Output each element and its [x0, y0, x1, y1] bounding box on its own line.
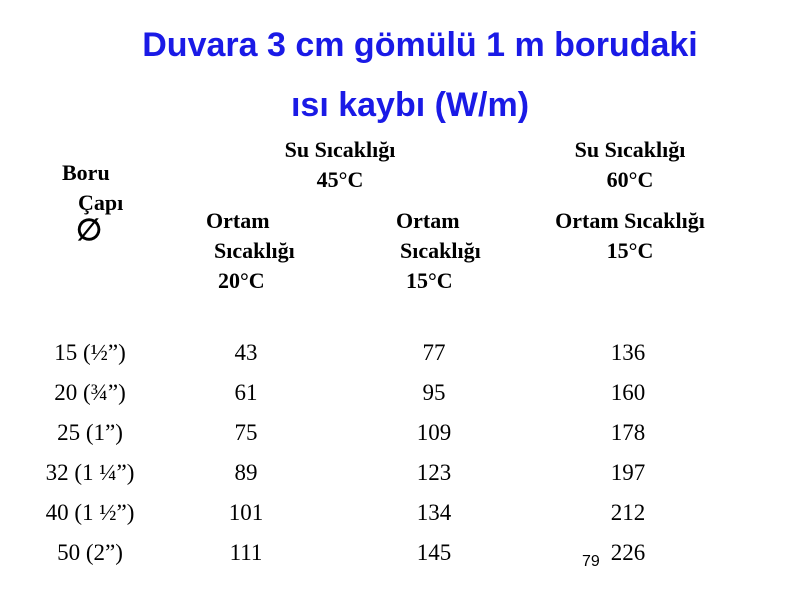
heat-loss-60-15-cell: 226	[610, 540, 646, 565]
heat-loss-45-15-cell: 95	[422, 380, 446, 405]
heat-loss-45-20-cell: 61	[234, 380, 258, 405]
water-temp-45-label: Su Sıcaklığı	[284, 137, 396, 162]
ambient-20-line-3: 20°C	[218, 268, 265, 293]
heat-loss-45-15-cell: 77	[422, 340, 446, 365]
pipe-size-cell: 40 (1 ½”)	[45, 500, 135, 525]
pipe-size-cell: 50 (2”)	[57, 540, 123, 565]
ambient-15b-line-2: 15°C	[606, 238, 654, 263]
heat-loss-45-20-cell: 111	[229, 540, 263, 565]
heat-loss-45-15-cell: 134	[416, 500, 452, 525]
pipe-size-cell: 15 (½”)	[54, 340, 126, 365]
pipe-header-line-1: Boru	[62, 160, 110, 185]
heat-loss-45-20-cell: 75	[234, 420, 258, 445]
heat-loss-45-15-cell: 109	[416, 420, 452, 445]
title-line-1: Duvara 3 cm gömülü 1 m borudaki	[142, 26, 698, 64]
heat-loss-45-15-cell: 123	[416, 460, 452, 485]
ambient-15a-line-2: Sıcaklığı	[400, 238, 481, 263]
water-temp-60-label: Su Sıcaklığı	[574, 137, 686, 162]
water-temp-60-value: 60°C	[606, 167, 654, 192]
heat-loss-45-20-cell: 89	[234, 460, 258, 485]
ambient-15b-line-1: Ortam Sıcaklığı	[555, 208, 705, 233]
slide-number: 79	[582, 553, 600, 570]
heat-loss-60-15-cell: 160	[610, 380, 646, 405]
pipe-header-line-2: Çapı	[78, 190, 124, 215]
pipe-size-cell: 32 (1 ¼”)	[45, 460, 135, 485]
heat-loss-45-20-cell: 101	[228, 500, 264, 525]
title-line-2: ısı kaybı (W/m)	[290, 86, 530, 124]
heat-loss-45-15-cell: 145	[416, 540, 452, 565]
heat-loss-60-15-cell: 212	[610, 500, 646, 525]
water-temp-45-value: 45°C	[316, 167, 364, 192]
pipe-size-cell: 20 (¾”)	[54, 380, 126, 405]
heat-loss-60-15-cell: 197	[610, 460, 646, 485]
heat-loss-60-15-cell: 136	[610, 340, 646, 365]
ambient-15a-line-1: Ortam	[396, 208, 460, 233]
heat-loss-60-15-cell: 178	[610, 420, 646, 445]
ambient-15a-line-3: 15°C	[406, 268, 453, 293]
ambient-20-line-1: Ortam	[206, 208, 270, 233]
pipe-size-cell: 25 (1”)	[57, 420, 123, 445]
diameter-icon: ∅	[76, 214, 103, 247]
ambient-20-line-2: Sıcaklığı	[214, 238, 295, 263]
heat-loss-45-20-cell: 43	[234, 340, 258, 365]
